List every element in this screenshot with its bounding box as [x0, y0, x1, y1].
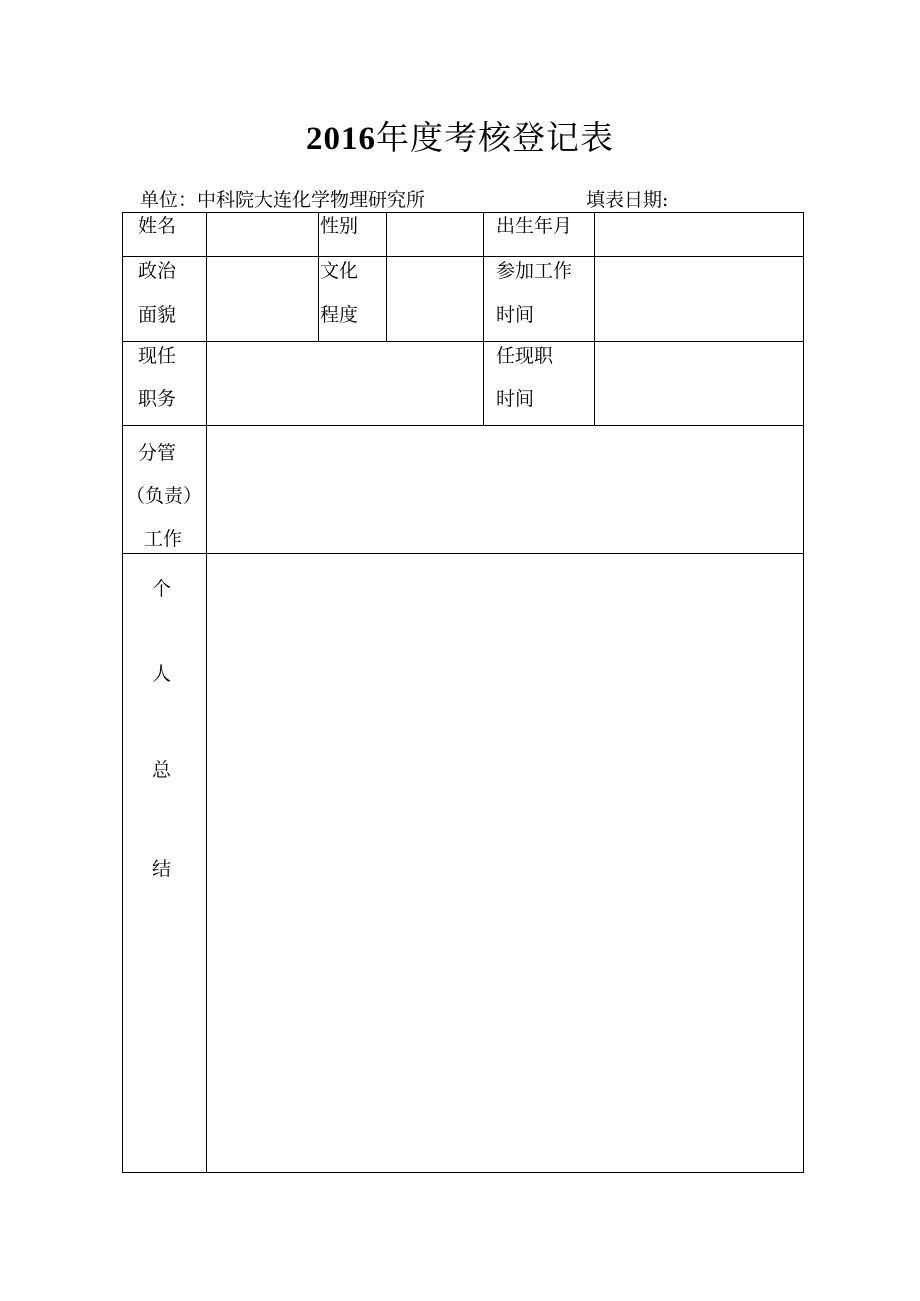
- political-status-label-line2: 面貌: [138, 304, 177, 326]
- political-status-label-line1: 政治: [138, 260, 177, 282]
- responsibility-label-line3: 工作: [144, 528, 183, 550]
- title-year: 2016: [306, 121, 376, 157]
- summary-label-char4: 结: [152, 858, 172, 880]
- responsibility-label-line1: 分管: [138, 442, 177, 464]
- current-position-label-line2: 职务: [138, 388, 177, 410]
- birth-date-label: 出生年月: [496, 215, 573, 237]
- row-divider: [122, 256, 804, 257]
- row-divider: [122, 425, 804, 426]
- responsibility-label-line2: （负责）: [125, 485, 202, 507]
- unit-value: 中科院大连化学物理研究所: [197, 189, 426, 211]
- position-time-label-line2: 时间: [496, 388, 535, 410]
- column-divider: [318, 212, 319, 341]
- unit-line: [140, 186, 425, 214]
- table-border-right: [803, 212, 804, 1173]
- column-divider: [483, 212, 484, 425]
- table-border-top: [122, 212, 804, 213]
- page-title: [0, 112, 920, 159]
- table-border-bottom: [122, 1172, 804, 1173]
- title-text: 年度考核登记表: [376, 118, 614, 157]
- table-border-left: [122, 212, 123, 1173]
- summary-label-char2: 人: [152, 663, 172, 685]
- education-label-line1: 文化: [320, 260, 359, 282]
- column-divider: [206, 212, 207, 1173]
- summary-label-char3: 总: [152, 759, 172, 781]
- unit-label: 单位：: [140, 189, 198, 211]
- name-label: 姓名: [138, 215, 177, 237]
- column-divider: [386, 212, 387, 341]
- gender-label: 性别: [320, 215, 359, 237]
- work-start-label-line1: 参加工作: [496, 260, 573, 282]
- row-divider: [122, 341, 804, 342]
- education-label-line2: 程度: [320, 304, 359, 326]
- position-time-label-line1: 任现职: [496, 345, 554, 367]
- date-label: 填表日期:: [586, 189, 669, 211]
- work-start-label-line2: 时间: [496, 304, 535, 326]
- current-position-label-line1: 现任: [138, 345, 177, 367]
- column-divider: [594, 212, 595, 425]
- row-divider: [122, 553, 804, 554]
- summary-label-char1: 个: [152, 578, 172, 600]
